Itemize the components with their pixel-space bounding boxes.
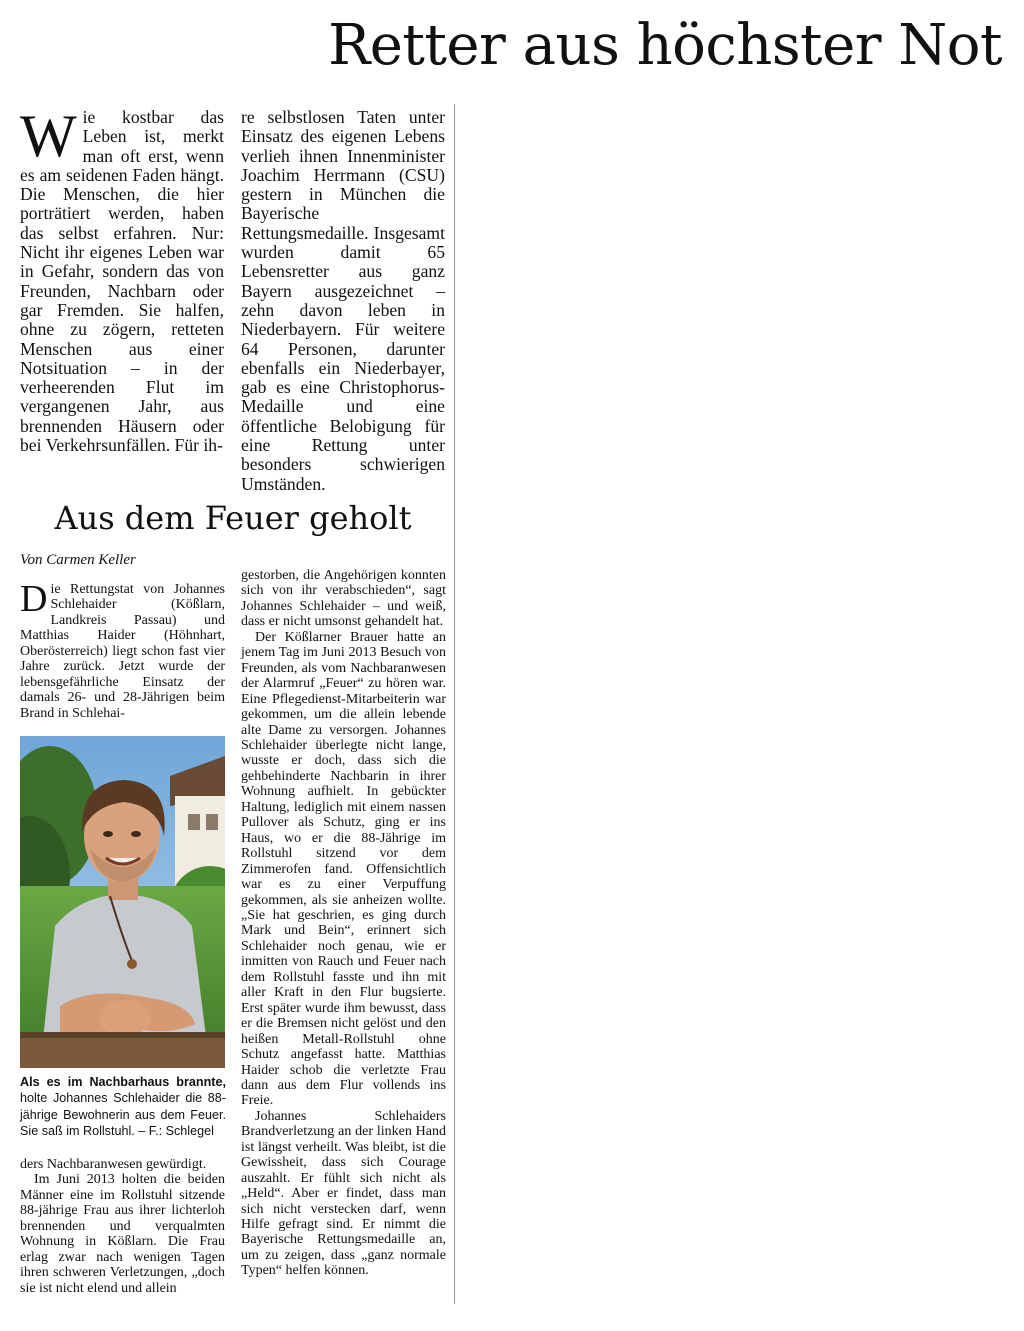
article-photo xyxy=(20,736,225,1068)
intro-dropcap: W xyxy=(20,103,77,169)
body-paragraph-1-cont: ders Nachbaranwesen gewürdigt. xyxy=(20,1157,207,1172)
body-dropcap: D xyxy=(20,578,48,620)
photo-caption xyxy=(20,1074,226,1139)
intro-text-right: re selbstlosen Taten unter Einsatz des eigenen Lebens verlieh ihnen Innenminister Joachim Herrmann (CSU) gestern in München die Bayerische Rettungsmedaille. Insgesamt wurden damit 65 Lebensretter aus ganz Bayern ausgezeichnet – zehn davon leben in Niederbayern. Für weitere 64 Personen, darunter ebenfalls ein Niederbayer, gab es eine Christophorus-Medaille und eine öffentliche Belobigung für eine Rettung unter besonders schwierigen Umständen. xyxy=(241,107,445,494)
column-rule xyxy=(454,104,455,1304)
body-paragraph-3: Der Kößlarner Brauer hatte an jenem Tag im Juni 2013 Besuch von Freunden, als vom Nachbaranwesen der Alarmruf „Feuer“ zu hören war. Eine Pflegedienst-Mitarbeiterin war gekommen, um die allein lebende alte Dame zu versorgen. Johannes Schlehaider überlegte nicht lange, wusste er doch, dass sich die gehbehinderte Nachbarin in ihrer Wohnung aufhielt. In gebückter Haltung, lediglich mit einem nassen Pullover als Schutz, ging er ins Haus, wo er die 88-Jährige im Rollstuhl sitzend vor dem Zimmerofen fand. Offensichtlich war es zu einer Verpuffung gekommen, als sie anheizen wollte. „Sie hat geschrien, es ging durch Mark und Bein“, erinnert sich Schlehaider noch genau, wie er inmitten von Rauch und Feuer nach dem Rollstuhl fasste und ihn mit aller Kraft in den Flur bugsierte. Erst später wurde ihm bewusst, dass er die Bremsen nicht gelöst und den heißen Metall-Rollstuhl ohne Schutz angefasst hatte. Matthias Haider schob die verletzte Frau dann aus dem Flur vollends ins Freie. xyxy=(241,629,446,1109)
intro-text-left: ie kostbar das Leben ist, merkt man oft erst, wenn es am seidenen Faden hängt. Die Menschen, die hier porträtiert werden, haben das selbst erfahren. Nur: Nicht ihr eigenes Leben war in Gefahr, sondern das von Freunden, Nachbarn oder gar Fremden. Sie halfen, ohne zu zögern, retteten Menschen aus einer Notsituation – in der verheerenden Flut im vergangenen Jahr, aus brennenden Häusern oder bei Verkehrsunfällen. Für ih- xyxy=(20,107,224,456)
intro-column-right xyxy=(241,108,445,494)
body-paragraph-2: Im Juni 2013 holten die beiden Männer eine im Rollstuhl sitzende 88-jährige Frau aus ihrer lichterloh brennenden und verqualmten Wohnung in Kößlarn. Die Frau erlag zwar nach wenigen Tagen ihren schweren Verletzungen, „doch sie ist nicht elend und allein xyxy=(20,1172,225,1296)
body-column-left-bottom xyxy=(20,1157,225,1296)
body-paragraph-4: Johannes Schlehaiders Brandverletzung an der linken Hand ist längst verheilt. Was bleibt, ist die Gewissheit, dass sich Courage auszahlt. Er fühlt sich nicht als „Held“. Aber er findet, dass man sich nicht verstecken darf, wenn Hilfe gefragt sind. Er nimmt die Bayerische Rettungsmedaille an, um zu zeigen, dass „ganz normale Typen“ helfen können. xyxy=(241,1108,446,1279)
intro-column-left xyxy=(20,103,224,456)
body-column-right xyxy=(241,568,446,1279)
byline: Von Carmen Keller xyxy=(20,552,136,568)
caption-credit: – F.: Schlegel xyxy=(138,1123,214,1138)
caption-text: holte Johannes Schlehaider die 88-jährige Bewohnerin aus dem Feuer. Sie saß im Rollstuhl. xyxy=(20,1091,226,1138)
body-paragraph-1: ie Rettungstat von Johannes Schlehaider (Kößlarn, Landkreis Passau) und Matthias Haider (Höhnhart, Oberösterreich) liegt schon fast vier Jahre zurück. Jetzt wurde der lebensgefährliche Einsatz der damals 26- und 28-Jährigen beim Brand in Schlehai- xyxy=(20,582,225,721)
caption-lead: Als es im Nachbarhaus brannte, xyxy=(20,1075,226,1089)
body-column-left-top xyxy=(20,578,225,721)
body-paragraph-2-cont: gestorben, die Angehörigen konnten sich von ihr verabschieden“, sagt Johannes Schlehaider – und weiß, dass er nicht umsonst gehandelt hat. xyxy=(241,568,446,630)
subheadline: Aus dem Feuer geholt xyxy=(54,499,412,537)
headline: Retter aus höchster Not xyxy=(328,13,1002,78)
